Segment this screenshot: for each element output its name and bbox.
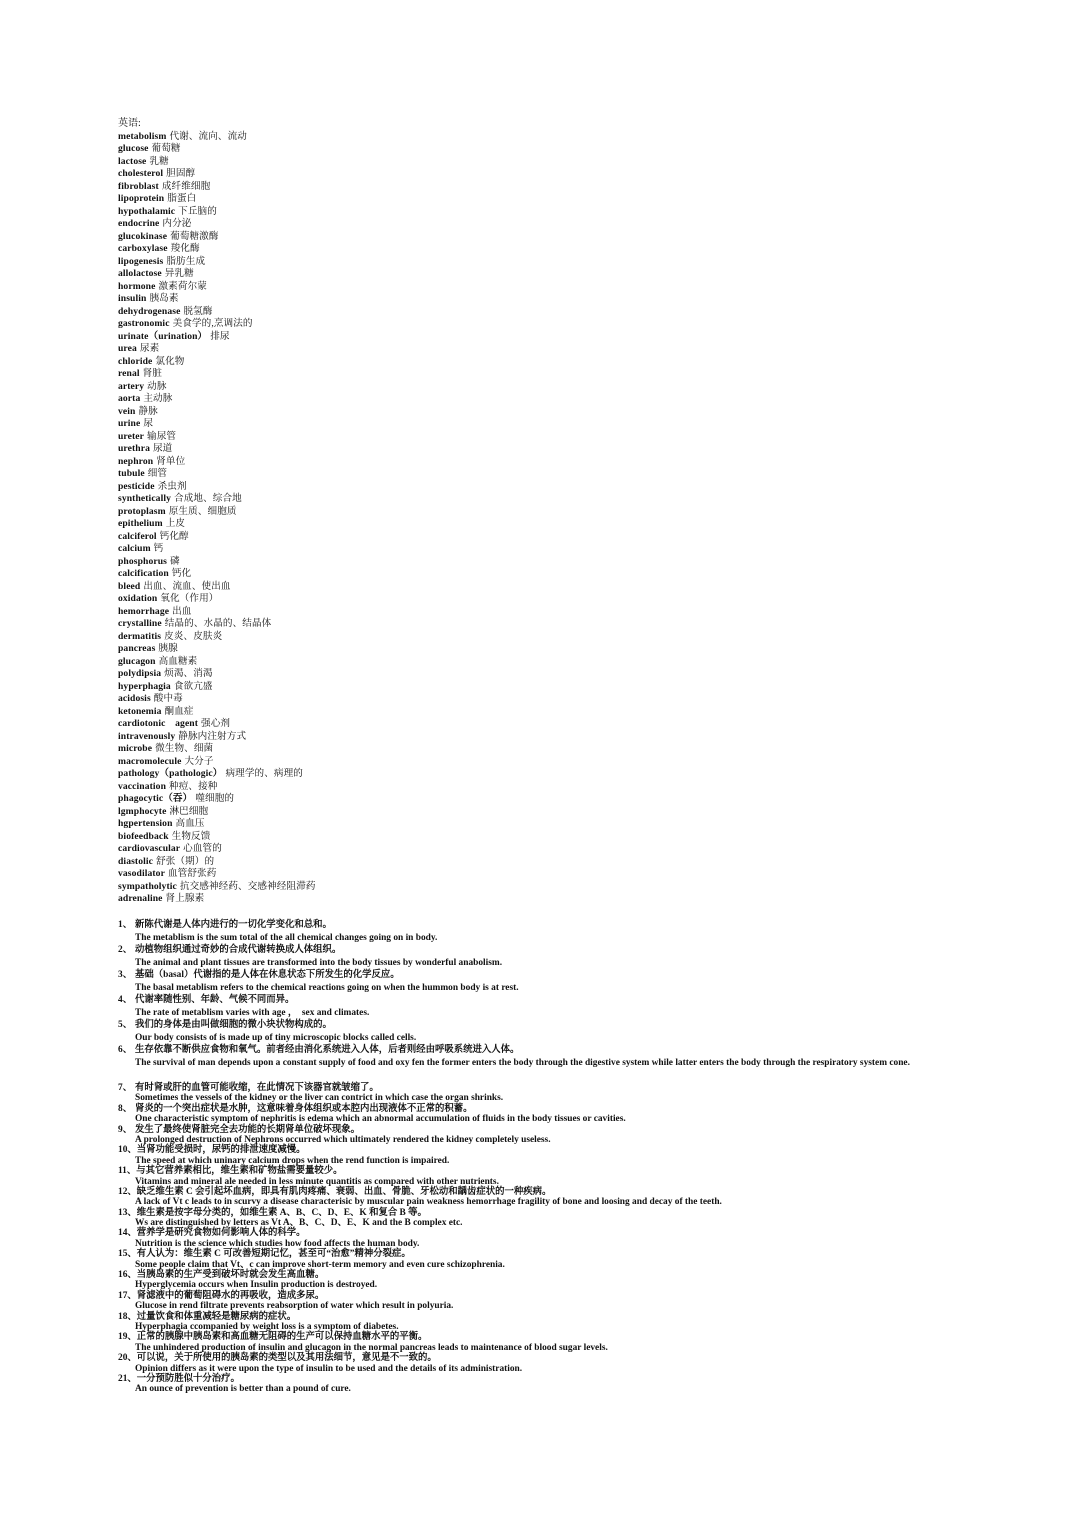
glossary-term-en: lipogenesis [118, 255, 164, 267]
glossary-entry [118, 756, 578, 769]
sentence-chinese [118, 1353, 970, 1363]
glossary-entry [118, 268, 578, 281]
glossary-entry [118, 856, 578, 869]
sentence-chinese [118, 1208, 970, 1218]
sentence-number: 5、 [118, 1020, 133, 1030]
sentence-pair [118, 994, 970, 1019]
glossary-term-zh: 胰岛素 [149, 293, 179, 304]
sentence-chinese-text: 发生了最终使肾脏完全去功能的长期肾单位破坏现象。 [135, 1124, 361, 1135]
glossary-term-en: sympatholytic [118, 880, 177, 892]
glossary-term-zh: 钙化 [171, 568, 192, 579]
glossary-term-zh: 异乳糖 [164, 268, 194, 279]
glossary-term-zh: 输尿管 [147, 430, 177, 442]
glossary-entry [118, 381, 578, 394]
glossary-entry [118, 131, 578, 144]
sentence-chinese-text: 代谢率随性别、年龄、气候不同而异。 [135, 995, 295, 1005]
glossary-term-zh: 钙 [153, 543, 164, 554]
glossary-term-en: intravenously [118, 730, 176, 742]
glossary-entry [118, 706, 578, 719]
sentence-pair [118, 1270, 970, 1291]
glossary-term-en: urinate（urination） [118, 330, 208, 342]
glossary-term-zh: 烦渴、消渴 [164, 668, 213, 679]
sentence-english: The rate of metablism varies with age ， sex and climates. [135, 1007, 370, 1018]
glossary-entry [118, 568, 578, 581]
sentence-chinese [118, 1270, 970, 1280]
glossary-term-en: protoplasm [118, 505, 166, 517]
sentence-chinese-text: 有时肾或肝的血管可能收缩，在此情况下该器官就皱缩了。 [135, 1083, 379, 1093]
glossary-entry [118, 656, 578, 669]
sentence-pair [118, 1249, 970, 1270]
glossary-term-zh: 种痘、接种 [169, 780, 218, 792]
glossary-term-en: urine [118, 418, 141, 429]
sentence-pair [118, 1312, 970, 1333]
sentence-pair [118, 1228, 970, 1249]
glossary-entry [118, 781, 578, 794]
sentence-chinese-text: 我们的身体是由叫做细胞的微小块状物构成的。 [135, 1020, 332, 1030]
glossary-entry [118, 643, 578, 656]
glossary-term-zh: 酸中毒 [153, 693, 183, 704]
glossary-entry [118, 468, 578, 481]
glossary-entry [118, 218, 578, 231]
glossary-entry [118, 843, 578, 856]
glossary-term-en: synthetically [118, 493, 171, 504]
glossary-entry [118, 768, 578, 781]
glossary-term-en: renal [118, 368, 140, 379]
sentence-english: Ws are distinguished by letters as Vt A、B、C、D、E、K and the B complex etc. [135, 1218, 463, 1229]
sentence-chinese-text: 当肾功能受损时，尿钙的排泄速度减慢。 [136, 1145, 306, 1156]
glossary-entry [118, 231, 578, 244]
glossary-entry [118, 343, 578, 356]
glossary-term-zh: 原生质、细胞质 [168, 505, 237, 517]
glossary-term-zh: 胆固醇 [166, 168, 196, 179]
glossary-term-zh: 微生物、细菌 [155, 743, 214, 754]
sentence-pair [118, 1019, 970, 1044]
sentence-english: Vitamins and mineral ale needed in less minute quantitis as compared with other nutrients. [135, 1176, 499, 1187]
glossary-entry [118, 831, 578, 844]
sentence-pair [118, 919, 970, 944]
sentence-chinese-text: 与其它营养素相比，维生素和矿物盐需要量较少。 [136, 1166, 343, 1177]
sentence-english: One characteristic symptom of nephritis is edema which an abnormal accumulation of fluids in the body tissues or cavities. [135, 1114, 626, 1125]
glossary-term-en: vein [118, 405, 136, 417]
glossary-term-en: ketonemia [118, 705, 162, 717]
sentence-number: 11、 [118, 1166, 137, 1177]
sentence-number: 8、 [118, 1103, 133, 1114]
glossary-term-zh: 尿 [143, 418, 154, 429]
glossary-entry [118, 206, 578, 219]
glossary-entry [118, 293, 578, 306]
sentence-english: Sometimes the vessels of the kidney or the liver can contrict in which case the organ shrinks. [135, 1093, 504, 1104]
glossary-term-zh: 葡萄糖激酶 [170, 230, 219, 242]
sentence-chinese [118, 1228, 970, 1238]
glossary-term-zh: 肾上腺素 [165, 893, 205, 904]
glossary-entry [118, 193, 578, 206]
glossary-term-en: polydipsia [118, 668, 162, 679]
glossary-term-zh: 脱氢酶 [183, 305, 213, 317]
sentence-english: Hyperphagia ccompanied by weight loss is a symptom of diabetes. [135, 1321, 399, 1332]
glossary-term-zh: 出血、流血、使出血 [143, 580, 231, 592]
glossary-term-zh: 成纤维细胞 [161, 180, 211, 192]
glossary-term-zh: 酮血症 [164, 705, 194, 717]
glossary-term-en: nephron [118, 455, 154, 467]
glossary-entry [118, 518, 578, 531]
sentence-pair [118, 1125, 970, 1146]
glossary-term-en: biofeedback [118, 830, 169, 842]
glossary-term-en: dermatitis [118, 630, 162, 642]
glossary-term-zh: 上皮 [165, 518, 186, 529]
glossary-term-en: calcium [118, 543, 151, 554]
sentence-pair [118, 1332, 970, 1353]
glossary-term-zh: 静脉 [138, 405, 158, 417]
sentence-pair [118, 1104, 970, 1125]
sentence-english: Glucose in rend filtrate prevents reabsorption of water which result in polyuria. [135, 1301, 454, 1312]
sentence-chinese [118, 1291, 970, 1301]
glossary-term-zh: 静脉内注射方式 [178, 730, 247, 742]
glossary-entry [118, 743, 578, 756]
glossary-term-en: pathology（pathologic） [118, 768, 223, 779]
glossary-list [118, 131, 578, 906]
glossary-term-zh: 主动脉 [143, 393, 173, 404]
sentence-number: 1、 [118, 920, 133, 930]
sentence-chinese [118, 1083, 970, 1093]
glossary-term-zh: 血管舒张药 [167, 868, 217, 879]
sentence-chinese-text: 维生素是按字母分类的，如维生素 A、B、C、D、E、K 和复合 B 等。 [136, 1207, 427, 1218]
sentence-chinese-text: 动植物组织通过奇妙的合成代谢转换成人体组织。 [135, 945, 342, 955]
glossary-term-zh: 生物反馈 [171, 830, 211, 842]
glossary-entry [118, 481, 578, 494]
glossary-entry [118, 281, 578, 294]
glossary-term-en: bleed [118, 580, 141, 592]
glossary-entry [118, 631, 578, 644]
glossary-term-en: endocrine [118, 218, 160, 229]
glossary-term-en: glucose [118, 143, 149, 154]
sentence-block-1-6 [118, 919, 970, 1069]
glossary-entry [118, 406, 578, 419]
glossary-entry [118, 618, 578, 631]
glossary-term-zh: 细管 [147, 468, 168, 479]
glossary-term-zh: 氧化（作用） [160, 593, 219, 604]
glossary-term-zh: 淋巴细胞 [169, 805, 209, 817]
glossary-entry [118, 893, 578, 906]
glossary-term-zh: 代谢、流向、流动 [169, 130, 247, 142]
glossary-entry [118, 681, 578, 694]
glossary-term-en: ureter [118, 430, 144, 442]
sentence-english: The basal metablism refers to the chemical reactions going on when the hummon body is at rest. [135, 982, 519, 993]
sentence-chinese-text: 营养学是研究食物如何影响人体的科学。 [136, 1228, 306, 1239]
sentence-number: 20、 [118, 1353, 137, 1364]
glossary-term-zh: 杀虫剂 [157, 480, 187, 492]
glossary-term-zh: 出血 [172, 605, 192, 617]
sentence-number: 21、 [118, 1373, 137, 1384]
sentence-number: 12、 [118, 1186, 137, 1197]
sentence-chinese-text: 肾滤液中的葡萄阻碍水的再吸收，造成多尿。 [136, 1290, 325, 1301]
glossary-term-zh: 肾脏 [142, 368, 163, 379]
glossary-term-en: metabolism [118, 130, 167, 142]
sentence-chinese-text: 一分预防胜似十分治疗。 [136, 1373, 240, 1384]
glossary-term-en: diastolic [118, 855, 154, 867]
glossary-term-en: cholesterol [118, 168, 164, 179]
sentence-pair [118, 969, 970, 994]
sentence-chinese [118, 1145, 970, 1155]
glossary-term-en: cardiovascular [118, 843, 181, 854]
glossary-term-en: microbe [118, 743, 153, 754]
sentence-chinese-text: 缺乏维生素 C 会引起坏血病，即具有肌肉疼痛、衰弱、出血、骨脆、牙松动和龋齿症状的一种疾病。 [136, 1186, 552, 1197]
glossary-term-en: oxidation [118, 593, 158, 604]
glossary-term-zh: 尿道 [152, 443, 173, 454]
glossary-term-en: allolactose [118, 268, 162, 279]
glossary-term-en: crystalline [118, 618, 162, 629]
glossary-term-zh: 强心剂 [201, 718, 231, 729]
sentence-chinese-text: 过量饮食和体重减轻是糖尿病的症状。 [136, 1311, 297, 1322]
sentence-number: 16、 [118, 1270, 137, 1281]
sentence-chinese [118, 1332, 970, 1342]
glossary-entry [118, 181, 578, 194]
glossary-entry [118, 306, 578, 319]
sentence-chinese-text: 可以说，关于所使用的胰岛素的类型以及其用法细节，意见是不一致的。 [136, 1353, 437, 1364]
sentence-chinese-text: 基础（basal）代谢指的是人体在休息状态下所发生的化学反应。 [135, 970, 400, 980]
sentence-chinese-text: 正常的胰腺中胰岛素和高血糖无阻碍的生产可以保持血糖水平的平衡。 [136, 1332, 428, 1343]
glossary-entry [118, 818, 578, 831]
sentence-chinese [118, 919, 970, 932]
sentence-english: The animal and plant tissues are transformed into the body tissues by wonderful anabolism. [135, 957, 503, 968]
glossary-term-zh: 高血压 [175, 818, 205, 829]
sentence-pair [118, 1208, 970, 1229]
sentence-pair [118, 1044, 970, 1069]
glossary-heading: 英语: [118, 118, 141, 129]
sentence-chinese [118, 1019, 970, 1032]
glossary-term-en: phosphorus [118, 555, 167, 567]
sentence-chinese-text: 有人认为：维生素 C 可改善短期记忆，甚至可“治愈”精神分裂症。 [136, 1249, 411, 1260]
glossary-entry [118, 393, 578, 406]
glossary-entry [118, 368, 578, 381]
glossary-term-zh: 激素荷尔蒙 [158, 280, 207, 292]
glossary-term-zh: 钙化醇 [159, 530, 189, 542]
sentence-chinese-text: 当胰岛素的生产受到破坏时就会发生高血糖。 [136, 1270, 325, 1281]
sentence-english: A prolonged destruction of Nephrons occurred which ultimately rendered the kidney completely useless. [135, 1134, 551, 1145]
glossary-term-zh: 乳糖 [149, 155, 169, 167]
glossary-entry [118, 443, 578, 456]
glossary-entry [118, 543, 578, 556]
glossary-term-zh: 美食学的,烹调法的 [172, 318, 253, 329]
glossary-entry [118, 581, 578, 594]
glossary-term-zh: 排尿 [210, 330, 230, 342]
glossary-entry [118, 143, 578, 156]
glossary-term-zh: 噬细胞的 [195, 793, 235, 804]
sentence-number: 13、 [118, 1207, 137, 1218]
sentence-block-7-21 [118, 1083, 970, 1395]
glossary-term-en: urea [118, 343, 137, 354]
sentence-number: 6、 [118, 1045, 133, 1055]
glossary-term-zh: 抗交感神经药、交感神经阻滞药 [179, 880, 316, 892]
sentence-number: 2、 [118, 945, 133, 955]
glossary-term-zh: 脂蛋白 [167, 193, 197, 204]
glossary-term-en: macromolecule [118, 755, 182, 767]
glossary-term-en: vaccination [118, 780, 167, 792]
glossary-entry [118, 418, 578, 431]
glossary-entry [118, 356, 578, 369]
glossary-term-zh: 高血糖素 [158, 655, 198, 667]
sentence-english: Hyperglycemia occurs when Insulin production is destroyed. [135, 1280, 378, 1291]
glossary-term-en: urethra [118, 443, 150, 454]
glossary-entry [118, 156, 578, 169]
glossary-term-en: hgpertension [118, 818, 173, 829]
sentence-english: An ounce of prevention is better than a pound of cure. [135, 1384, 351, 1395]
glossary-entry [118, 506, 578, 519]
glossary-term-en: tubule [118, 468, 145, 479]
glossary-entry [118, 718, 578, 731]
sentences-section [118, 919, 970, 1395]
glossary-term-zh: 舒张（期）的 [156, 855, 215, 867]
glossary-term-en: epithelium [118, 518, 163, 529]
sentence-chinese [118, 994, 970, 1007]
sentence-chinese [118, 944, 970, 957]
glossary-term-en: chloride [118, 355, 153, 367]
sentence-number: 19、 [118, 1332, 137, 1343]
sentence-pair [118, 1145, 970, 1166]
glossary-entry [118, 256, 578, 269]
sentence-pair [118, 1353, 970, 1374]
glossary-term-zh: 葡萄糖 [151, 143, 181, 154]
glossary-entry [118, 668, 578, 681]
glossary-term-zh: 食欲亢盛 [173, 680, 213, 692]
glossary-entry [118, 556, 578, 569]
glossary-term-zh: 病理学的、病理的 [225, 768, 304, 779]
glossary-term-en: hormone [118, 280, 156, 292]
sentence-english: Some people claim that Vt、c can improve short-term memory and even cure schizophrenia. [135, 1259, 505, 1270]
glossary-term-en: acidosis [118, 693, 151, 704]
sentence-pair [118, 1187, 970, 1208]
sentence-pair [118, 1374, 970, 1395]
glossary-entry [118, 456, 578, 469]
glossary-term-en: lgmphocyte [118, 805, 167, 817]
sentence-chinese [118, 969, 970, 982]
sentence-chinese-text: 新陈代谢是人体内进行的一切化学变化和总和。 [135, 920, 332, 930]
glossary-entry [118, 693, 578, 706]
glossary-term-zh: 皮炎、皮肤炎 [164, 630, 223, 642]
glossary-entry [118, 731, 578, 744]
glossary-entry [118, 606, 578, 619]
sentence-chinese [118, 1187, 970, 1197]
sentence-number: 18、 [118, 1311, 137, 1322]
sentence-chinese-text: 肾炎的一个突出症状是水肿，这意味着身体组织或本腔内出现液体不正常的积蓄。 [135, 1103, 473, 1114]
sentence-english: Opinion differs as it were upon the type of insulin to be used and the details of its administration. [135, 1363, 523, 1374]
glossary-term-zh: 脂肪生成 [166, 255, 206, 267]
glossary-term-en: cardiotonic agent [118, 718, 199, 729]
glossary-term-zh: 胰腺 [158, 643, 178, 654]
sentence-english: The metablism is the sum total of the all chemical changes going on in body. [135, 932, 438, 943]
glossary-entry [118, 493, 578, 506]
glossary-term-en: insulin [118, 293, 147, 304]
glossary-term-en: calcification [118, 568, 169, 579]
glossary-term-en: pesticide [118, 480, 155, 492]
glossary-term-en: lactose [118, 155, 147, 167]
sentence-english: A lack of Vt c leads to in scurvy a disease characterisic by muscular pain weakness hemorrhage fragility of bone and loosing and decay of the teeth. [135, 1197, 722, 1208]
sentence-number: 10、 [118, 1145, 137, 1156]
sentence-pair [118, 944, 970, 969]
glossary-term-en: fibroblast [118, 180, 159, 192]
glossary-term-en: artery [118, 380, 145, 392]
glossary-term-en: aorta [118, 393, 141, 404]
sentence-number: 9、 [118, 1124, 133, 1135]
glossary-entry [118, 331, 578, 344]
sentence-number: 4、 [118, 995, 133, 1005]
sentence-chinese [118, 1249, 970, 1259]
sentence-chinese [118, 1125, 970, 1135]
sentence-number: 7、 [118, 1083, 133, 1093]
glossary-term-zh: 氯化物 [155, 355, 185, 367]
glossary-term-en: dehydrogenase [118, 305, 181, 317]
sentence-chinese [118, 1312, 970, 1322]
sentence-number: 17、 [118, 1290, 137, 1301]
glossary-term-zh: 羧化酶 [170, 243, 200, 254]
glossary-term-en: hyperphagia [118, 680, 171, 692]
sentence-chinese [118, 1044, 970, 1057]
glossary-entry [118, 243, 578, 256]
glossary-term-en: lipoprotein [118, 193, 165, 204]
glossary-entry [118, 881, 578, 894]
glossary-entry [118, 793, 578, 806]
glossary-entry [118, 593, 578, 606]
glossary-term-zh: 内分泌 [162, 218, 192, 229]
glossary-term-zh: 心血管的 [183, 843, 222, 854]
glossary-entry [118, 531, 578, 544]
glossary-term-en: phagocytic（吞） [118, 793, 193, 804]
glossary-entry [118, 318, 578, 331]
glossary-term-en: hypothalamic [118, 205, 176, 217]
sentence-number: 15、 [118, 1249, 137, 1260]
sentence-pair [118, 1166, 970, 1187]
glossary-term-zh: 尿素 [139, 343, 160, 354]
sentence-pair [118, 1083, 970, 1104]
glossary-term-zh: 磷 [170, 555, 180, 567]
glossary-term-zh: 动脉 [147, 380, 167, 392]
glossary-entry [118, 806, 578, 819]
sentence-chinese [118, 1104, 970, 1114]
glossary-term-en: carboxylase [118, 243, 168, 254]
glossary-term-zh: 大分子 [184, 755, 214, 767]
glossary-entry [118, 431, 578, 444]
sentence-number: 3、 [118, 970, 133, 980]
glossary-term-en: gastronomic [118, 318, 170, 329]
glossary-term-zh: 下丘脑的 [178, 205, 217, 217]
sentence-english: The unhindered production of insulin and glucagon in the normal pancreas leads to maintenance of blood sugar levels. [135, 1342, 608, 1353]
sentence-chinese [118, 1374, 970, 1384]
glossary-term-en: glucokinase [118, 230, 168, 242]
sentence-chinese-text: 生存依靠不断供应食物和氧气。前者经由消化系统进入人体，后者则经由呼吸系统进入人体。 [135, 1045, 520, 1055]
glossary-term-en: pancreas [118, 643, 156, 654]
glossary-term-en: glucagon [118, 655, 156, 667]
glossary-term-en: calciferol [118, 530, 157, 542]
glossary-term-zh: 结晶的、水晶的、结晶体 [164, 618, 272, 629]
sentence-chinese [118, 1166, 970, 1176]
glossary-term-en: vasodilator [118, 868, 165, 879]
glossary-term-zh: 合成地、综合地 [174, 493, 242, 504]
sentence-english: Our body consists of is made up of tiny microscopic blocks called cells. [135, 1032, 417, 1043]
glossary-entry [118, 868, 578, 881]
sentence-english: The survival of man depends upon a constant supply of food and oxy fen the former enters the body through the digestive system while latter enters the body through the respiratory system cone. [135, 1057, 910, 1068]
glossary-section [118, 118, 578, 906]
glossary-term-zh: 肾单位 [156, 455, 186, 467]
sentence-number: 14、 [118, 1228, 137, 1239]
glossary-entry [118, 168, 578, 181]
sentence-english: The speed at which uninary calcium drops when the rend function is impaired. [135, 1155, 450, 1166]
sentence-english: Nutrition is the science which studies how food affects the human body. [135, 1238, 420, 1249]
glossary-term-en: adrenaline [118, 893, 163, 904]
sentence-pair [118, 1291, 970, 1312]
glossary-term-en: hemorrhage [118, 605, 170, 617]
